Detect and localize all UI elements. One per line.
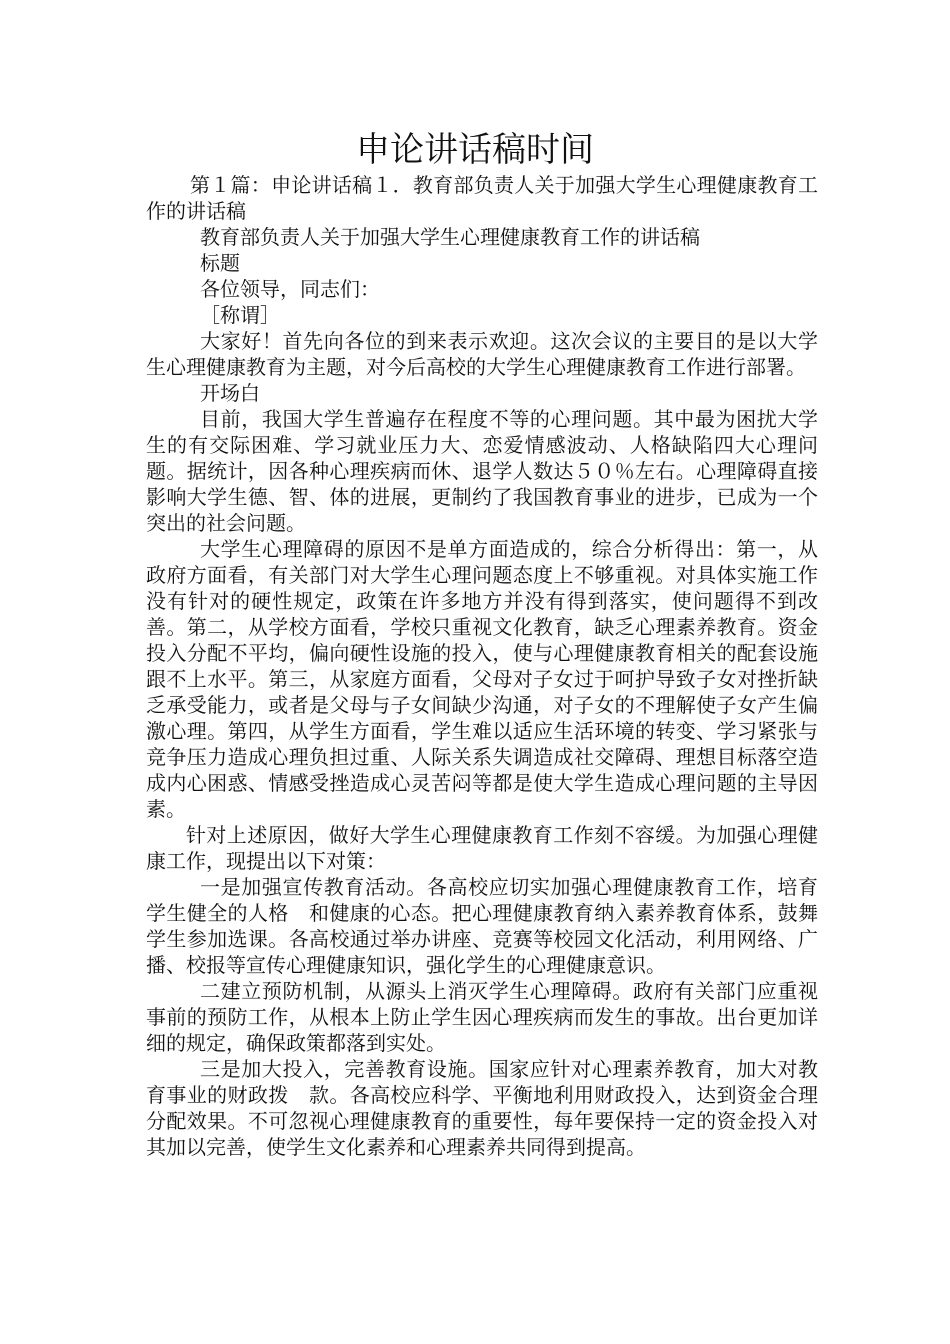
paragraph-countermeasures-intro: 针对上述原因，做好大学生心理健康教育工作刻不容缓。为加强心理健康工作，现提出以下对策： [146, 823, 818, 873]
paragraph-salutation: 各位领导，同志们： [200, 277, 380, 301]
paragraph-label-opening: 开场白 [200, 381, 260, 405]
paragraph-measure-two: 二建立预防机制，从源头上消灭学生心理障碍。政府有关部门应重视事前的预防工作，从根本上防止学生因心理疾病而发生的事故。出台更加详细的规定，确保政策都落到实处。 [146, 979, 818, 1055]
document-body [146, 172, 818, 1160]
paragraph-greeting: 大家好！首先向各位的到来表示欢迎。这次会议的主要目的是以大学生心理健康教育为主题，对今后高校的大学生心理健康教育工作进行部署。 [146, 329, 818, 379]
paragraph-label-title: 标题 [200, 251, 240, 275]
paragraph-label-salutation: ［称谓］ [200, 303, 280, 327]
paragraph-problem: 目前，我国大学生普遍存在程度不等的心理问题。其中最为困扰大学生的有交际困难、学习就业压力大、恋爱情感波动、人格缺陷四大心理问题。据统计，因各种心理疾病而休、退学人数达５０％左右。心理障碍直接影响大学生德、智、体的进展，更制约了我国教育事业的进步，已成为一个突出的社会问题。 [146, 407, 818, 535]
paragraph-heading: 第１篇：申论讲话稿１．教育部负责人关于加强大学生心理健康教育工作的讲话稿 [146, 173, 818, 223]
document-title: 申论讲话稿时间 [356, 130, 594, 170]
paragraph-causes: 大学生心理障碍的原因不是单方面造成的，综合分析得出：第一，从政府方面看，有关部门对大学生心理问题态度上不够重视。对具体实施工作没有针对的硬性规定，政策在许多地方并没有得到落实，使问题得不到改善。第二，从学校方面看，学校只重视文化教育，缺乏心理素养教育。资金投入分配不平均，偏向硬性设施的投入，使与心理健康教育相关的配套设施跟不上水平。第三，从家庭方面看，父母对子女过于呵护导致子女对挫折缺乏承受能力，或者是父母与子女间缺少沟通，对子女的不理解使子女产生偏激心理。第四，从学生方面看，学生难以适应生活环境的转变、学习紧张与竞争压力造成心理负担过重、人际关系失调造成社交障碍、理想目标落空造成内心困惑、情感受挫造成心灵苦闷等都是使大学生造成心理问题的主导因素。 [146, 537, 818, 821]
paragraph-measure-one: 一是加强宣传教育活动。各高校应切实加强心理健康教育工作，培育学生健全的人格 和健康的心态。把心理健康教育纳入素养教育体系，鼓舞学生参加选课。各高校通过举办讲座、竞赛等校园文化活动，利用网络、广播、校报等宣传心理健康知识，强化学生的心理健康意识。 [146, 875, 818, 977]
paragraph-subtitle: 教育部负责人关于加强大学生心理健康教育工作的讲话稿 [200, 225, 700, 249]
paragraph-measure-three: 三是加大投入，完善教育设施。国家应针对心理素养教育，加大对教育事业的财政拨 款。各高校应科学、平衡地利用财政投入，达到资金合理分配效果。不可忽视心理健康教育的重要性，每年要保持一定的资金投入对其加以完善，使学生文化素养和心理素养共同得到提高。 [146, 1057, 818, 1159]
